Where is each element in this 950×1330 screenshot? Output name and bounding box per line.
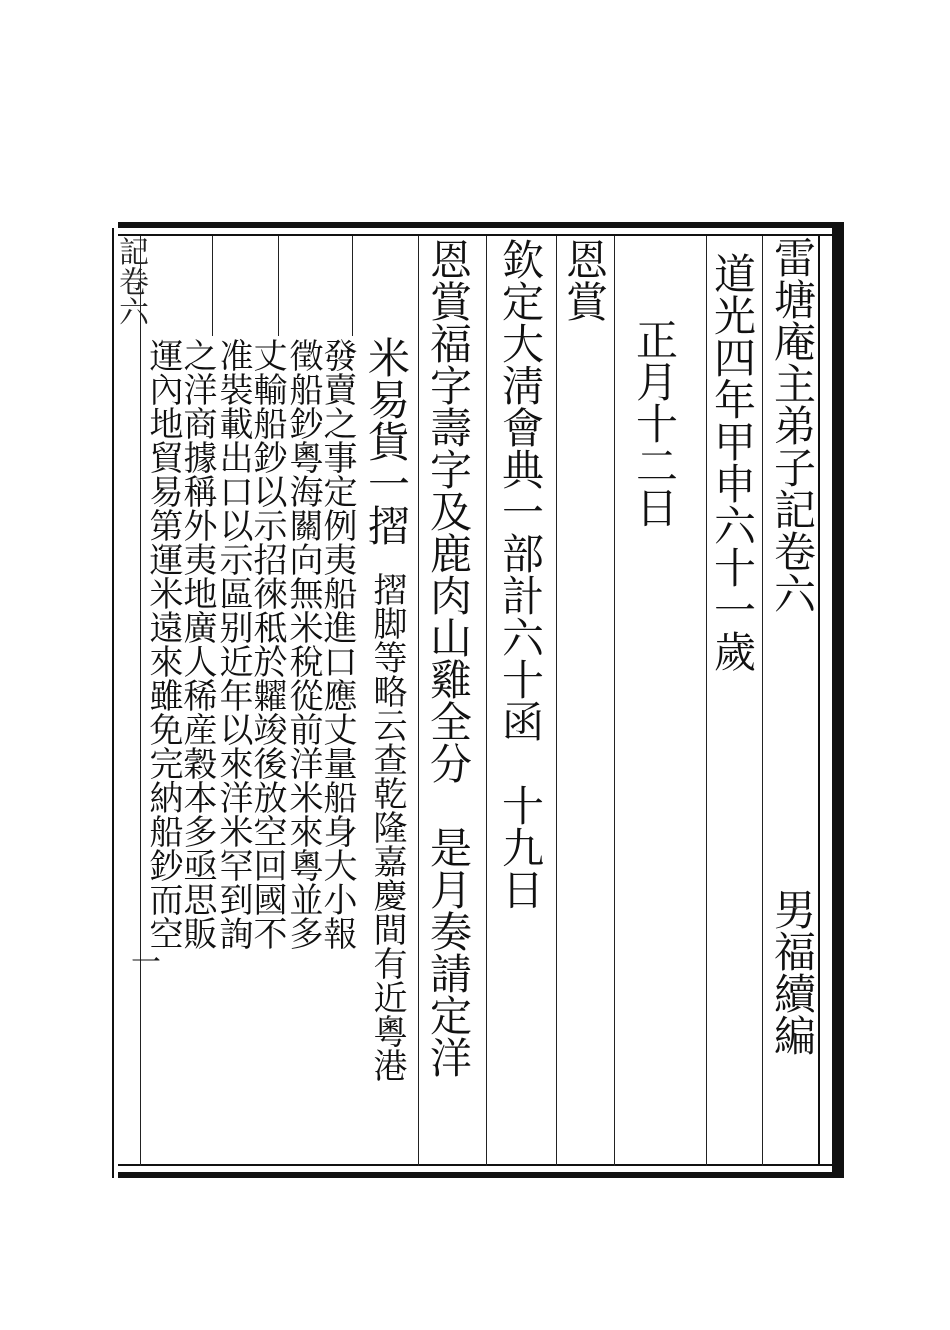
column-divider [486,236,487,1166]
column-divider [418,236,419,1166]
frame-right-inner-rule [818,234,820,1166]
column-divider [556,236,557,1166]
text-column: 運內地貿易第運米遠來雖免完納船鈔而空 [143,338,183,950]
text-column: 發賣之事定例夷船進口應丈量船身大小報 [317,338,357,950]
text-column: 之洋商據稱外夷地廣人稀産穀本多亟思販 [177,338,217,950]
book-title: 雷塘庵主弟子記卷六 [768,236,817,614]
spine-label: 記卷六 [113,236,148,326]
text-column: 丈輸船鈔以示招徠秪於糶竣後放空回國不 [247,338,287,950]
compiler-credit: 男福續編 [768,888,817,1056]
page-number: 一 [125,946,160,976]
column-divider [352,236,353,336]
text-column: 徵船鈔粵海關向無米稅從前洋米來粵並多 [283,338,323,950]
frame-bottom-inner-rule [118,1164,838,1166]
frame-top-rule [118,222,838,228]
text-column: 欽定大淸會典一部計六十函 十九日 [496,238,545,910]
frame-left-rule [112,228,114,1178]
column-divider [706,236,707,1166]
frame-top-inner-rule [118,234,838,236]
frame-right-rule [832,222,844,1178]
text-column: 正月十二日 [630,318,679,528]
column-divider [140,236,141,1166]
frame-bottom-rule [118,1172,838,1178]
column-divider [278,236,279,336]
text-column: 准裝載出口以示區别近年以來洋米罕到詢 [213,338,253,950]
text-column: 恩賞 [560,238,609,322]
text-column: 道光四年甲申六十一歲 [708,252,757,672]
text-column: 摺脚等略云查乾隆嘉慶間有近粵港 [367,572,407,1082]
column-divider [212,236,213,336]
text-column: 米易貨一摺 [362,336,411,546]
text-column: 恩賞福字壽字及鹿肉山雞全分 是月奏請定洋 [424,238,473,1078]
column-divider [614,236,615,1166]
column-divider [762,236,763,1166]
